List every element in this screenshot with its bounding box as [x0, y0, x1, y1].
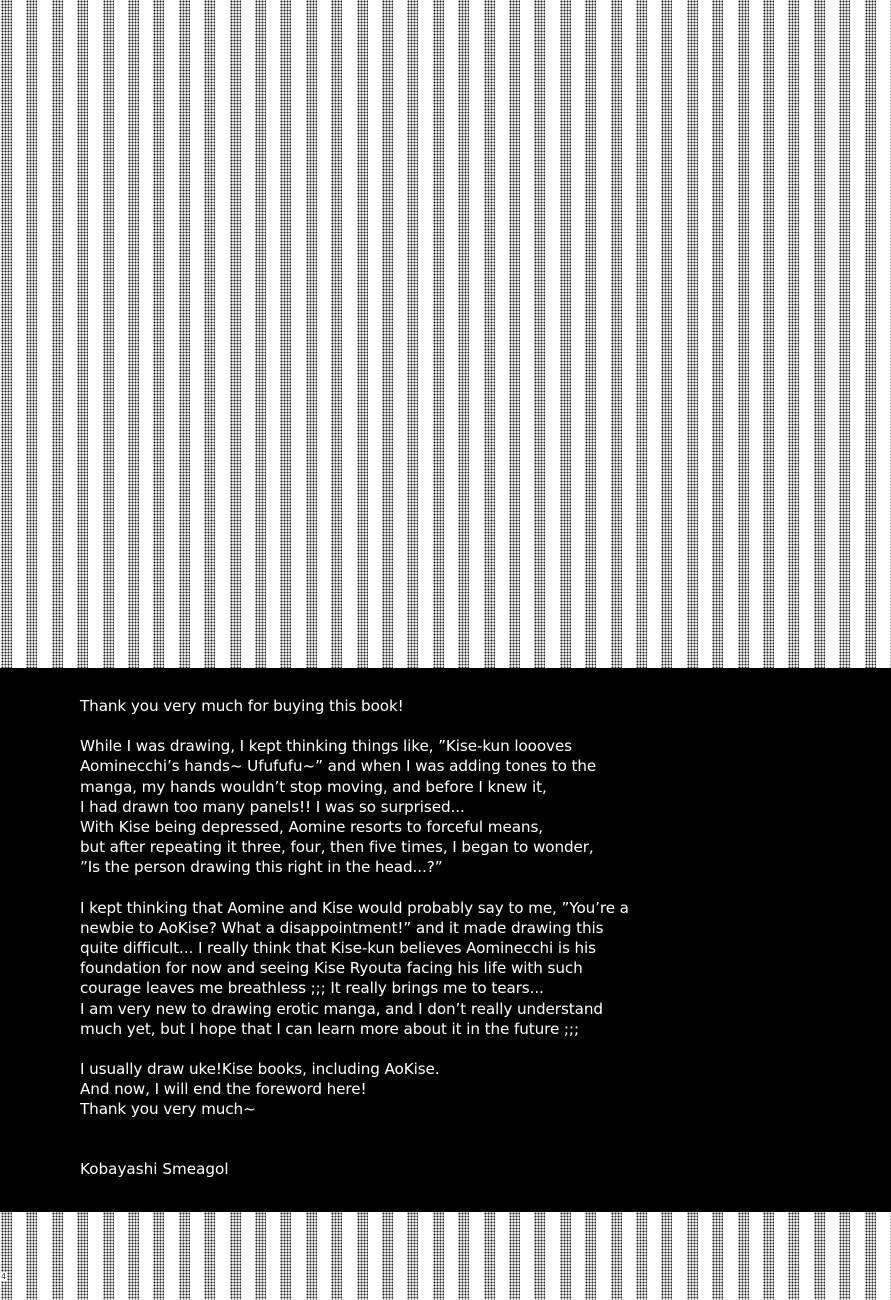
halftone-stripe	[77, 0, 88, 668]
halftone-stripe	[1, 0, 12, 668]
page-number: 4	[1, 1272, 7, 1281]
halftone-stripe	[763, 1212, 774, 1300]
halftone-stripe	[865, 0, 876, 668]
halftone-stripe	[458, 1212, 469, 1300]
halftone-stripe	[204, 0, 215, 668]
halftone-stripe	[738, 1212, 749, 1300]
halftone-stripe	[1, 1212, 12, 1300]
halftone-stripe	[839, 0, 850, 668]
halftone-stripe	[128, 1212, 139, 1300]
halftone-stripe	[179, 1212, 190, 1300]
halftone-stripe	[534, 0, 545, 668]
foreword-paragraph-2: While I was drawing, I kept thinking things like, ”Kise-kun loooves Aominecchi’s hands~ Ufufufu~” and when I was adding tones to the manga, my hands wouldn’t stop moving, and before I knew it, I had drawn too many panels!! I was so surprised... With Kise being depressed, Aomine resorts to forceful means, but after repeating it three, four, then five times, I began to wonder, ”Is the person drawing this right in the head...?”	[80, 737, 597, 877]
halftone-stripe	[255, 0, 266, 668]
halftone-stripe	[788, 0, 799, 668]
author-signature: Kobayashi Smeagol	[80, 1160, 229, 1178]
halftone-stripe	[280, 0, 291, 668]
halftone-stripe	[433, 1212, 444, 1300]
halftone-stripe	[230, 1212, 241, 1300]
halftone-stripe	[153, 1212, 164, 1300]
halftone-stripe	[738, 0, 749, 668]
halftone-stripe	[560, 1212, 571, 1300]
halftone-stripe	[103, 0, 114, 668]
halftone-stripe	[636, 0, 647, 668]
halftone-stripe	[788, 1212, 799, 1300]
halftone-stripe	[179, 0, 190, 668]
halftone-stripe	[77, 1212, 88, 1300]
halftone-stripe	[52, 0, 63, 668]
halftone-stripe	[585, 0, 596, 668]
halftone-stripe	[153, 0, 164, 668]
halftone-stripe	[331, 0, 342, 668]
halftone-stripe	[26, 1212, 37, 1300]
halftone-stripe	[560, 0, 571, 668]
halftone-stripe	[712, 0, 723, 668]
halftone-stripe	[433, 0, 444, 668]
halftone-stripe	[509, 0, 520, 668]
halftone-stripe	[331, 1212, 342, 1300]
halftone-stripe	[865, 1212, 876, 1300]
halftone-stripe	[458, 0, 469, 668]
halftone-stripe	[839, 1212, 850, 1300]
halftone-stripe	[687, 0, 698, 668]
foreword-paragraph-3: I kept thinking that Aomine and Kise would probably say to me, ”You’re a newbie to AoKise? What a disappointment!” and it made drawing this quite difficult... I really think that Kise-kun believes Aominecchi is his foundation for now and seeing Kise Ryouta facing his life with such courage leaves me breathless ;;; It really brings me to tears... I am very new to drawing erotic manga, and I don’t really understand much yet, but I hope that I can learn more about it in the future ;;;	[80, 898, 629, 1038]
halftone-stripe	[636, 1212, 647, 1300]
halftone-stripe	[661, 1212, 672, 1300]
halftone-stripe	[407, 1212, 418, 1300]
halftone-stripe	[611, 0, 622, 668]
halftone-stripe	[814, 1212, 825, 1300]
halftone-stripe	[407, 0, 418, 668]
halftone-stripe	[509, 1212, 520, 1300]
halftone-stripe	[585, 1212, 596, 1300]
halftone-stripe	[382, 0, 393, 668]
halftone-stripe	[52, 1212, 63, 1300]
halftone-stripe	[306, 1212, 317, 1300]
halftone-stripe	[357, 0, 368, 668]
halftone-stripe	[255, 1212, 266, 1300]
halftone-stripe	[712, 1212, 723, 1300]
foreword-text	[80, 696, 840, 1140]
halftone-stripe	[128, 0, 139, 668]
halftone-stripe	[687, 1212, 698, 1300]
foreword-panel	[0, 668, 891, 1212]
halftone-stripe	[230, 0, 241, 668]
foreword-paragraph-1: Thank you very much for buying this book!	[80, 697, 404, 715]
halftone-stripe	[26, 0, 37, 668]
halftone-stripe	[382, 1212, 393, 1300]
halftone-stripe	[306, 0, 317, 668]
halftone-stripe	[661, 0, 672, 668]
halftone-stripe	[280, 1212, 291, 1300]
foreword-paragraph-4: I usually draw uke!Kise books, including AoKise. And now, I will end the foreword here! Thank you very much~	[80, 1060, 440, 1119]
halftone-stripe	[534, 1212, 545, 1300]
halftone-stripes-bottom	[0, 1212, 891, 1300]
halftone-stripe	[814, 0, 825, 668]
halftone-stripe	[484, 0, 495, 668]
halftone-stripe	[103, 1212, 114, 1300]
halftone-stripe	[357, 1212, 368, 1300]
halftone-stripe	[763, 0, 774, 668]
halftone-stripe	[611, 1212, 622, 1300]
halftone-stripe	[484, 1212, 495, 1300]
halftone-stripe	[204, 1212, 215, 1300]
